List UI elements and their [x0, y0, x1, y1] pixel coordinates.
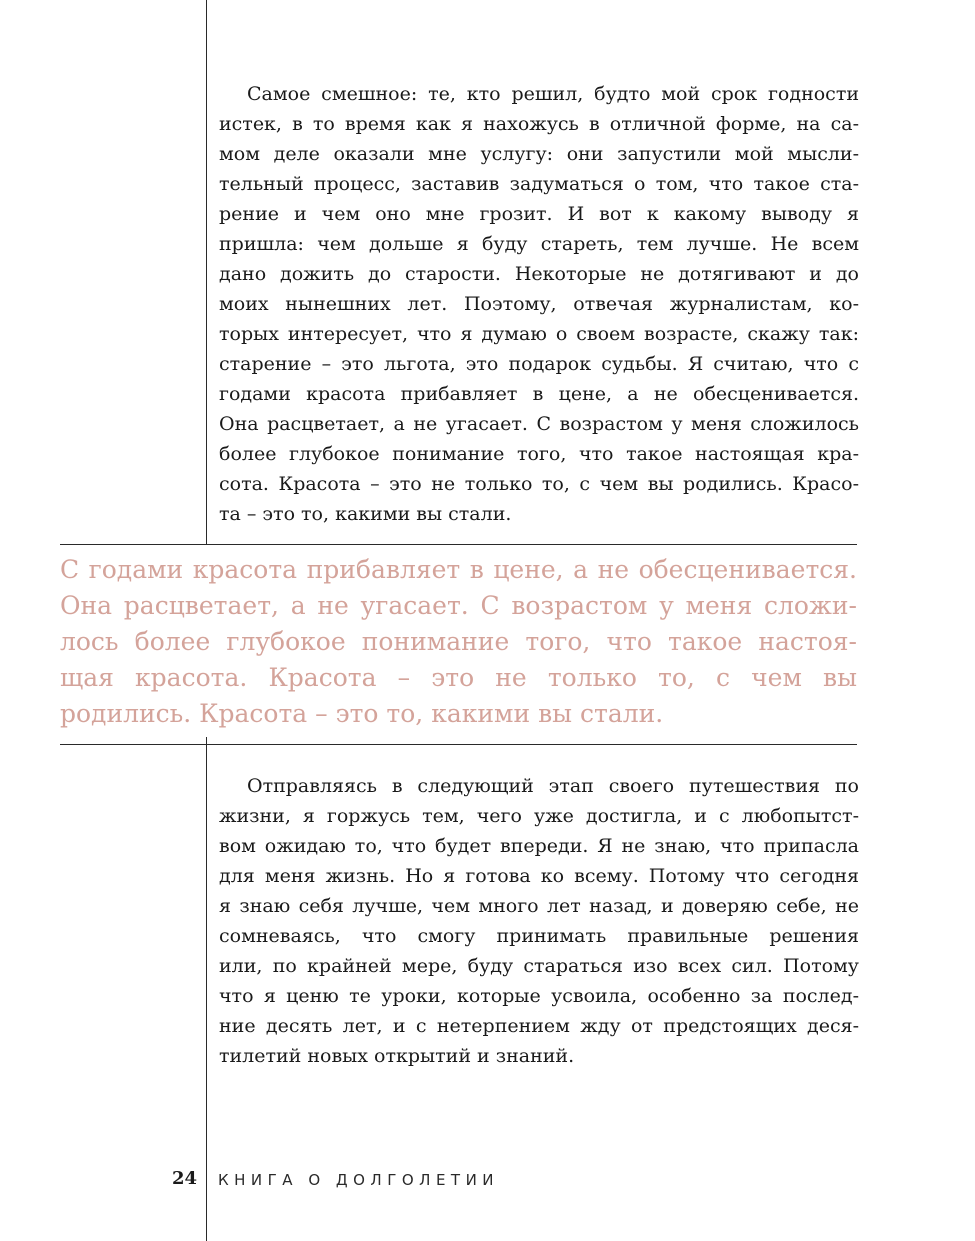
text-line: тельный процесс, заставив задуматься о том, что такое ста-: [219, 173, 859, 195]
text-line: моих нынешних лет. Поэтому, отвечая журналистам, ко-: [219, 293, 859, 315]
pull-quote-line: родились. Красота – это то, какими вы стали.: [60, 699, 664, 728]
running-title: КНИГА О ДОЛГОЛЕТИИ: [218, 1171, 500, 1189]
text-line: Она расцветает, а не угасает. С возрастом у меня сложилось: [219, 413, 859, 435]
text-line: рение и чем оно мне грозит. И вот к какому выводу я: [219, 203, 859, 225]
text-line: годами красота прибавляет в цене, а не обесценивается.: [219, 383, 859, 405]
text-line: сомневаясь, что смогу принимать правильные решения: [219, 925, 859, 947]
text-line: что я ценю те уроки, которые усвоила, особенно за послед-: [219, 985, 859, 1007]
paragraph-2: [219, 771, 859, 1071]
text-line: пришла: чем дольше я буду стареть, тем лучше. Не всем: [219, 233, 859, 255]
text-line: более глубокое понимание того, что такое настоящая кра-: [219, 443, 859, 465]
text-line: Самое смешное: те, кто решил, будто мой срок годности: [247, 83, 859, 105]
text-line: жизни, я горжусь тем, чего уже достигла, и с любопытст-: [219, 805, 859, 827]
text-line: та – это то, какими вы стали.: [219, 503, 512, 525]
margin-rule-top: [206, 0, 207, 545]
text-line: дано дожить до старости. Некоторые не дотягивают и до: [219, 263, 859, 285]
text-line: для меня жизнь. Но я готова ко всему. Потому что сегодня: [219, 865, 859, 887]
text-line: вом ожидаю то, что будет впереди. Я не знаю, что припасла: [219, 835, 859, 857]
page-footer: [0, 1166, 975, 1192]
text-line: торых интересует, что я думаю о своем возрасте, скажу так:: [219, 323, 859, 345]
pull-quote-line: Она расцветает, а не угасает. С возрастом у меня сложи-: [60, 591, 857, 620]
text-line: мом деле оказали мне услугу: они запустили мой мысли-: [219, 143, 859, 165]
text-line: я знаю себя лучше, чем много лет назад, и доверяю себе, не: [219, 895, 859, 917]
text-line: или, по крайней мере, буду стараться изо всех сил. Потому: [219, 955, 859, 977]
text-line: тилетий новых открытий и знаний.: [219, 1045, 575, 1067]
page-number: 24: [172, 1168, 198, 1189]
pull-quote-rule-top: [60, 544, 857, 545]
pull-quote-rule-bottom: [60, 744, 857, 745]
paragraph-1: [219, 79, 859, 529]
text-line: Отправляясь в следующий этап своего путешествия по: [247, 775, 859, 797]
text-line: ние десять лет, и с нетерпением жду от предстоящих деся-: [219, 1015, 859, 1037]
pull-quote-line: С годами красота прибавляет в цене, а не обесценивается.: [60, 555, 857, 584]
pull-quote-line: лось более глубокое понимание того, что такое настоя-: [60, 627, 857, 656]
text-line: сота. Красота – это не только то, с чем вы родились. Красо-: [219, 473, 859, 495]
text-line: старение – это льгота, это подарок судьбы. Я считаю, что с: [219, 353, 859, 375]
text-line: истек, в то время как я нахожусь в отличной форме, на са-: [219, 113, 859, 135]
pull-quote-line: щая красота. Красота – это не только то, с чем вы: [60, 663, 857, 692]
pull-quote: [60, 552, 857, 732]
